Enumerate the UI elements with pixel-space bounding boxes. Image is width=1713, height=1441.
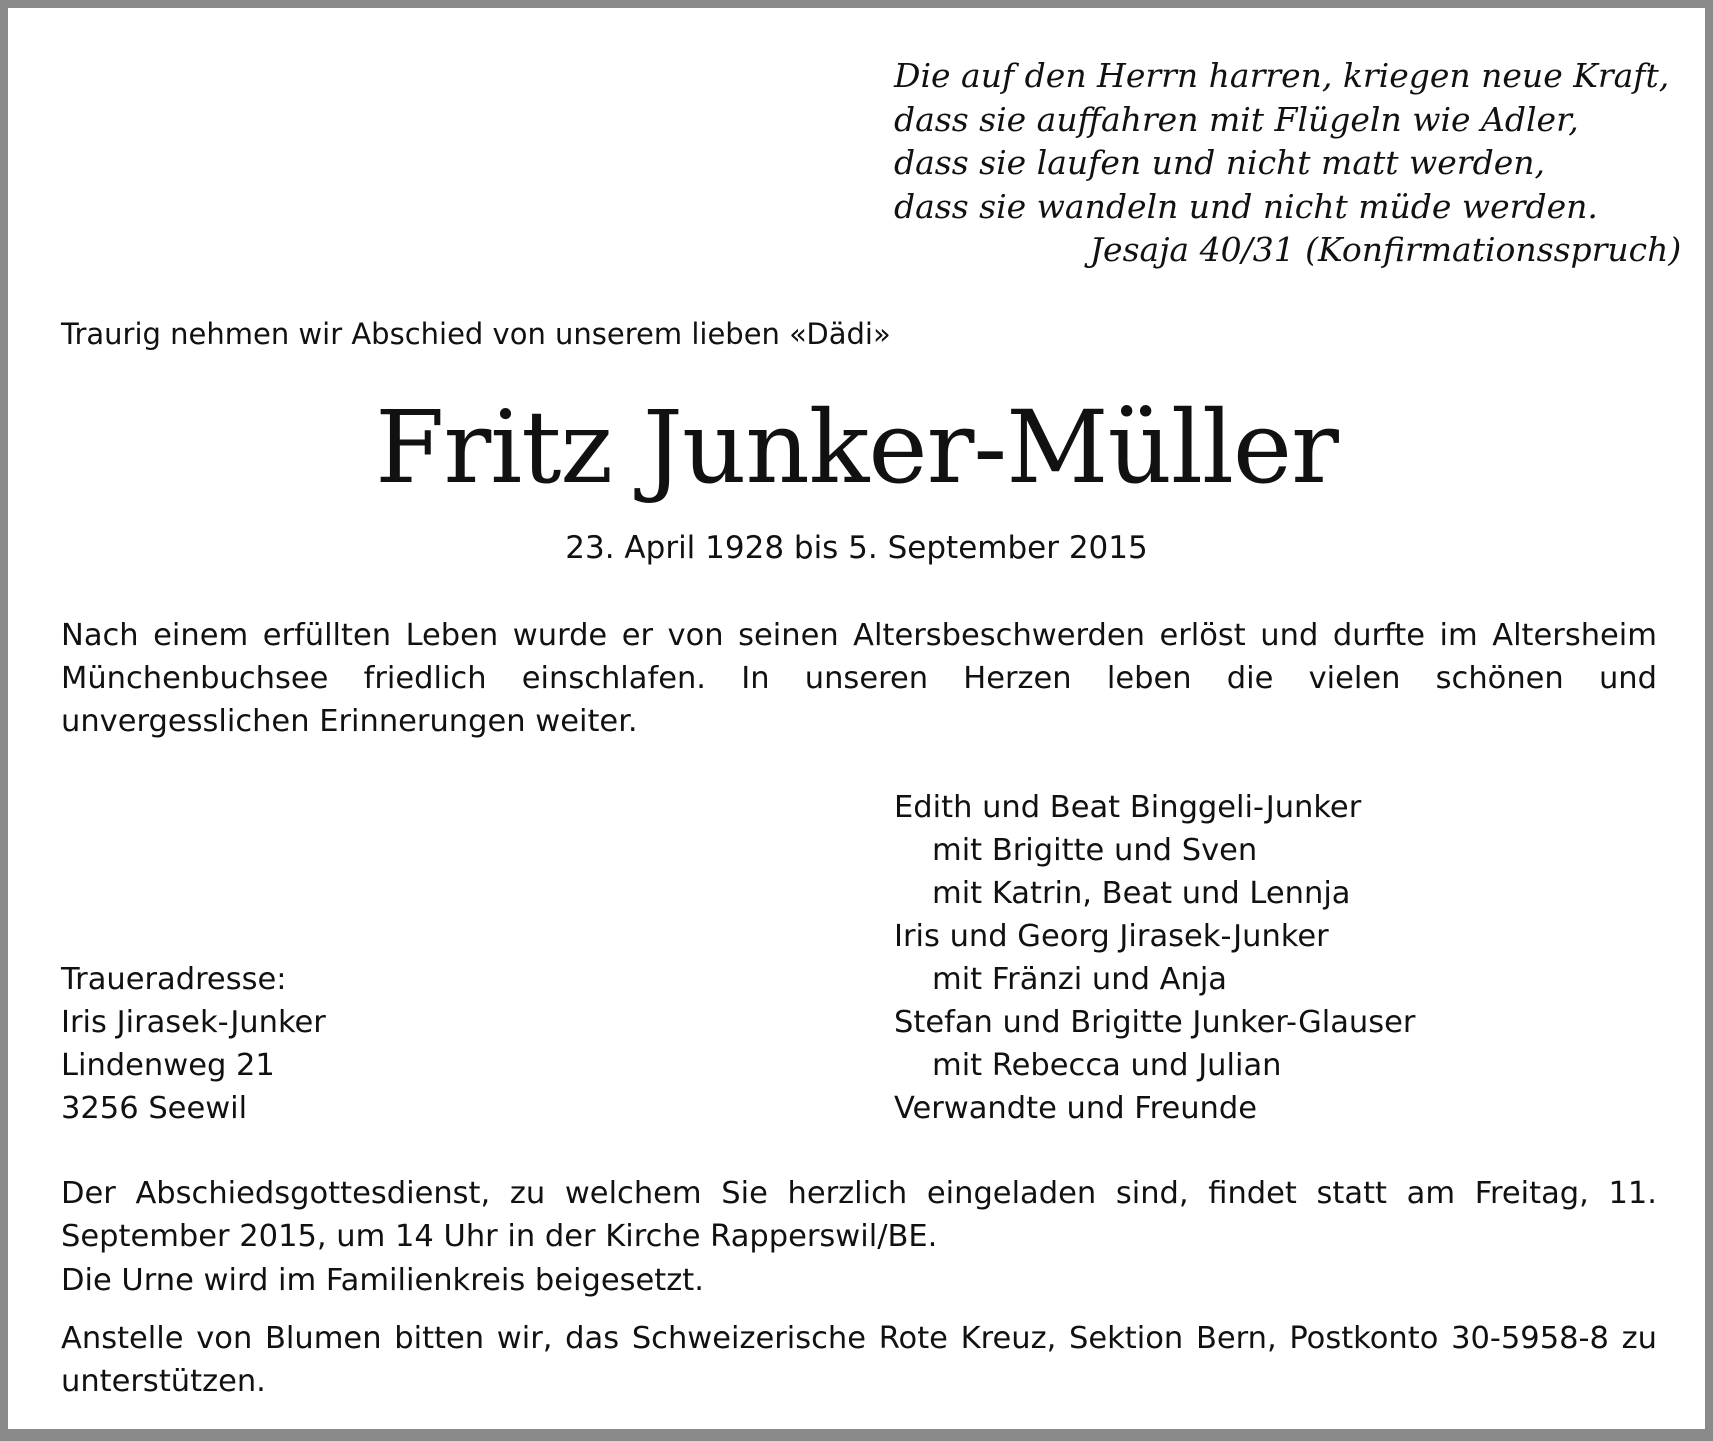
mourner-line: mit Katrin, Beat und Lennja <box>932 876 1351 911</box>
quote-line: dass sie wandeln und nicht müde werden. <box>894 186 1598 226</box>
address-label: Traueradresse: <box>61 962 287 997</box>
intro-text: Traurig nehmen wir Abschied von unserem lieben «Dädi» <box>61 317 891 351</box>
deceased-name: Fritz Junker-Müller <box>375 389 1338 506</box>
service-paragraph: Der Abschiedsgottesdienst, zu welchem Sie herzlich eingeladen sind, findet statt am Freitag, 11. September 2015, um 14 Uhr in der Kirche Rapperswil/BE. <box>61 1176 1657 1254</box>
mourning-address <box>61 958 326 1130</box>
mourner-line: Verwandte und Freunde <box>894 1091 1258 1126</box>
urn-paragraph: Die Urne wird im Familienkreis beigesetzt. <box>61 1263 704 1298</box>
mourner-line: mit Brigitte und Sven <box>932 833 1258 868</box>
tribute-paragraph: Nach einem erfüllten Leben wurde er von seinen Altersbeschwerden erlöst und durfte im Altersheim Münchenbuchsee friedlich einschlafen. In unseren Herzen leben die vielen schönen und unvergesslichen Erinnerungen weiter. <box>61 618 1657 739</box>
mourner-line: mit Fränzi und Anja <box>932 962 1227 997</box>
quote-line: dass sie laufen und nicht matt werden, <box>894 143 1545 182</box>
obituary-notice <box>8 8 1705 1429</box>
mourner-line: Iris und Georg Jirasek-Junker <box>894 919 1329 954</box>
quote-line: dass sie auffahren mit Flügeln wie Adler, <box>894 99 1579 139</box>
address-street: Lindenweg 21 <box>61 1048 275 1083</box>
quote-reference: Jesaja 40/31 (Konfirmationsspruch) <box>1089 230 1682 269</box>
mourner-line: mit Rebecca und Julian <box>932 1048 1282 1083</box>
quote-line: Die auf den Herrn harren, kriegen neue Kraft, <box>894 56 1670 95</box>
life-dates: 23. April 1928 bis 5. September 2015 <box>565 530 1148 566</box>
address-name: Iris Jirasek-Junker <box>61 1005 326 1040</box>
address-city: 3256 Seewil <box>61 1091 248 1126</box>
mourners-list <box>894 786 1415 1130</box>
mourner-line: Stefan und Brigitte Junker-Glauser <box>894 1005 1416 1040</box>
bible-quote <box>894 54 1682 269</box>
donation-paragraph: Anstelle von Blumen bitten wir, das Schweizerische Rote Kreuz, Sektion Bern, Postkonto 30-5958-8 zu unterstützen. <box>61 1321 1657 1399</box>
mourner-line: Edith und Beat Binggeli-Junker <box>894 790 1362 825</box>
